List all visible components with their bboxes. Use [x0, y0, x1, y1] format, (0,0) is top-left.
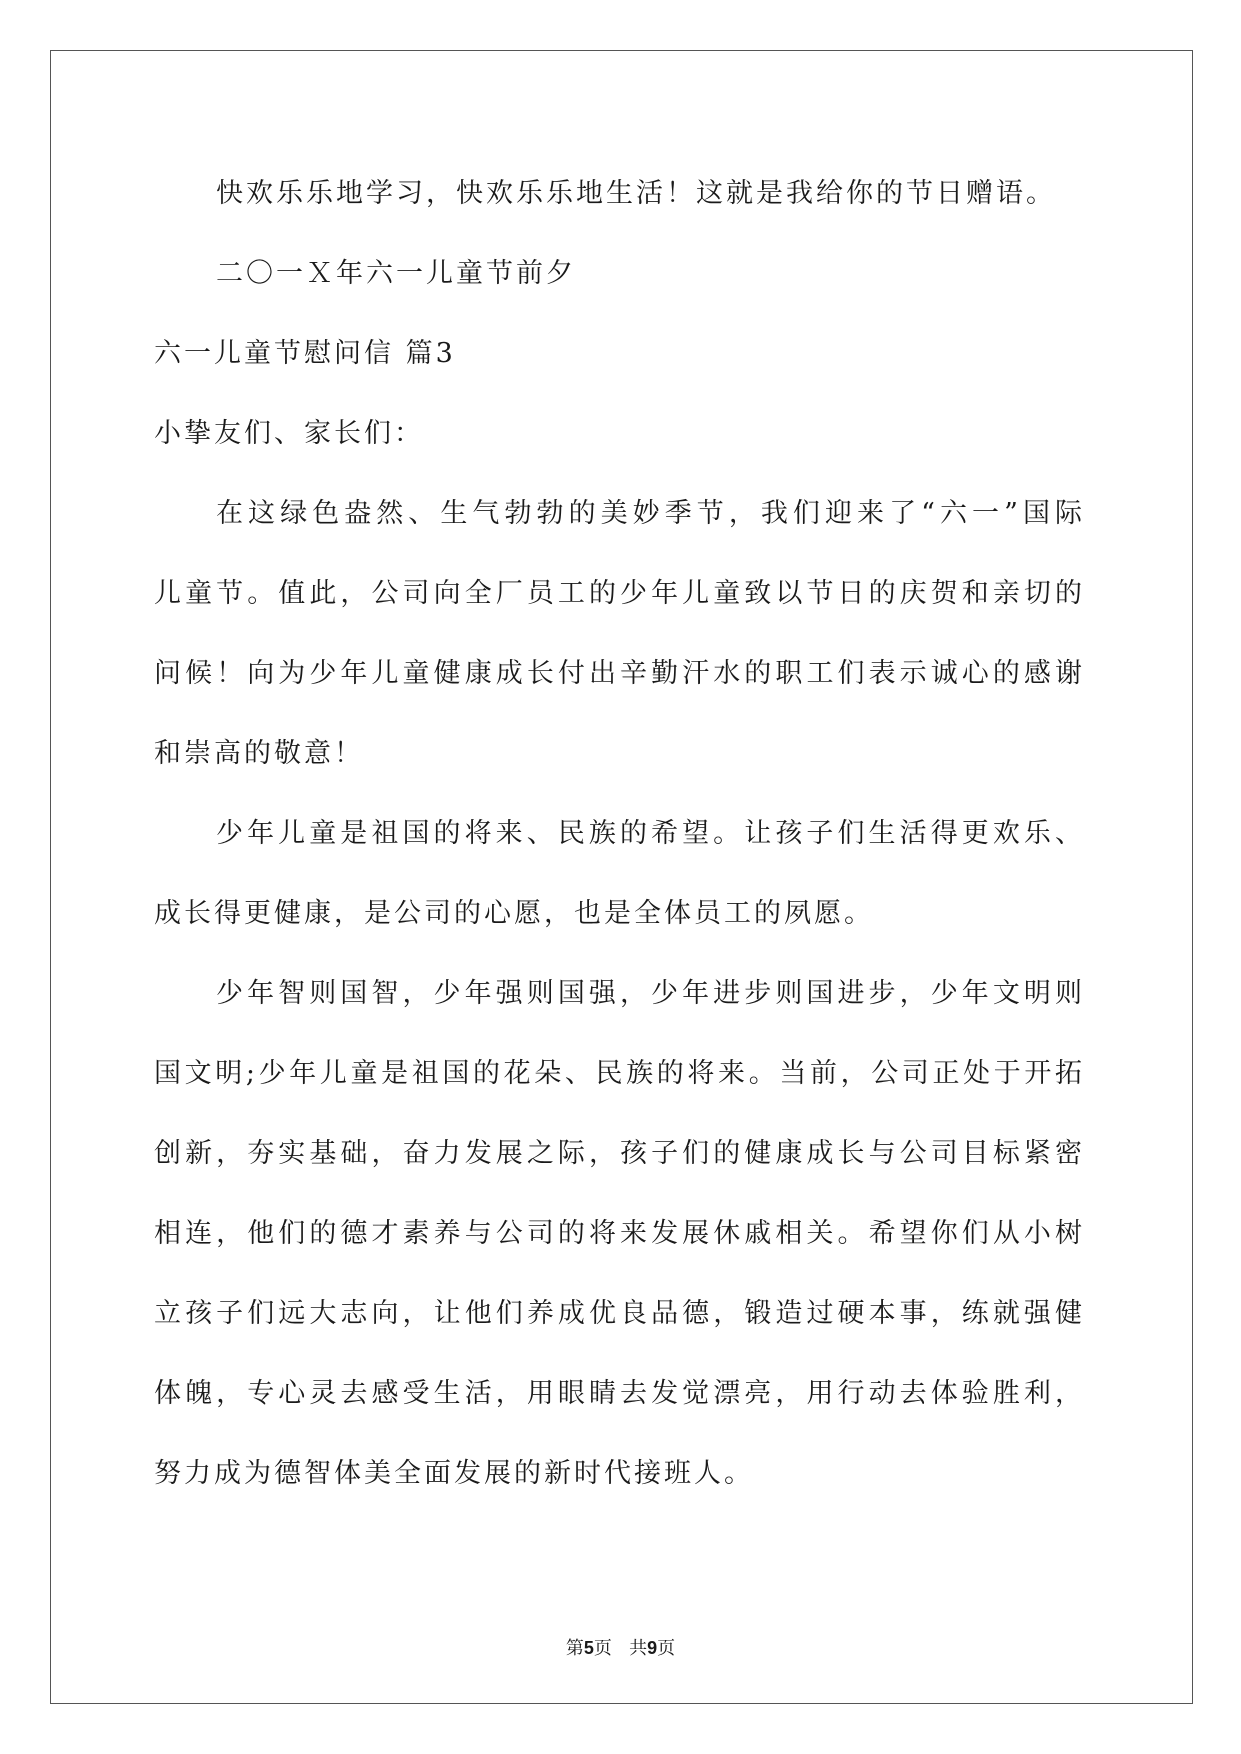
text-line: 立孩子们远大志向，让他们养成优良品德，锻造过硬本事，练就强健 — [154, 1298, 1082, 1329]
total-suffix: 页 — [657, 1638, 676, 1659]
page-suffix: 页 — [593, 1638, 612, 1659]
total-prefix: 共 — [629, 1638, 648, 1659]
text-line-closing-wish: 快欢乐乐地学习，快欢乐乐地生活！这就是我给你的节日赠语。 — [216, 178, 1056, 209]
current-page-number: 5 — [583, 1638, 594, 1658]
text-line: 创新，夯实基础，奋力发展之际，孩子们的健康成长与公司目标紧密 — [154, 1138, 1082, 1169]
salutation: 小挚友们、家长们： — [154, 418, 424, 449]
text-line: 努力成为德智体美全面发展的新时代接班人。 — [154, 1458, 754, 1489]
text-line-date: 二〇一Ｘ年六一儿童节前夕 — [216, 258, 576, 289]
text-line: 问候！向为少年儿童健康成长付出辛勤汗水的职工们表示诚心的感谢 — [154, 658, 1082, 689]
text-line: 在这绿色盎然、生气勃勃的美妙季节，我们迎来了“六一”国际 — [216, 498, 1082, 529]
text-line: 和崇高的敬意！ — [154, 738, 364, 769]
text-line: 相连，他们的德才素养与公司的将来发展休戚相关。希望你们从小树 — [154, 1218, 1082, 1249]
total-pages-number: 9 — [647, 1638, 658, 1658]
text-line: 少年儿童是祖国的将来、民族的希望。让孩子们生活得更欢乐、 — [216, 818, 1082, 849]
text-line: 少年智则国智，少年强则国强，少年进步则国进步，少年文明则 — [216, 978, 1082, 1009]
page-prefix: 第 — [565, 1638, 584, 1659]
section-heading: 六一儿童节慰问信 篇3 — [154, 338, 456, 369]
text-line: 成长得更健康，是公司的心愿，也是全体员工的夙愿。 — [154, 898, 874, 929]
text-line: 儿童节。值此，公司向全厂员工的少年儿童致以节日的庆贺和亲切的 — [154, 578, 1082, 609]
text-line: 体魄，专心灵去感受生活，用眼睛去发觉漂亮，用行动去体验胜利， — [154, 1378, 1082, 1409]
text-line: 国文明;少年儿童是祖国的花朵、民族的将来。当前，公司正处于开拓 — [154, 1058, 1082, 1089]
page-footer — [0, 1636, 1241, 1661]
